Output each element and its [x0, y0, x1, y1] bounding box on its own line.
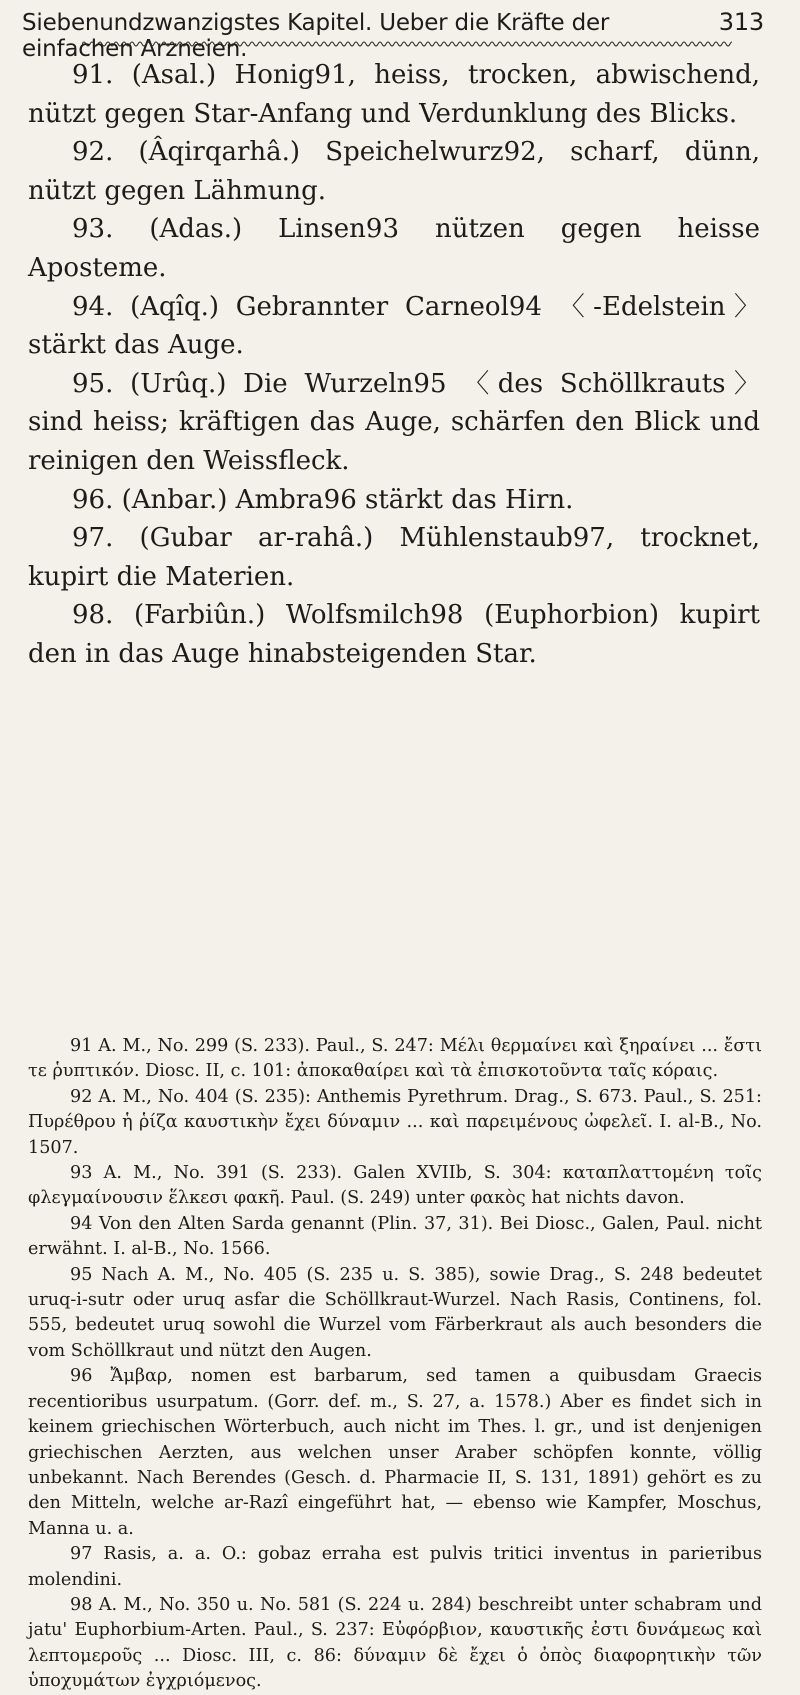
entry-93: 93. (Adas.) Linsen93 nützen gegen heisse Aposteme. — [28, 214, 760, 283]
wavy-rule — [82, 39, 732, 49]
chapter-title: Siebenundzwanzigstes Kapitel. Ueber die Kräfte der einfachen Arzneien. — [22, 10, 610, 62]
entry-98: 98. (Farbiûn.) Wolfsmilch98 (Euphorbion) kupirt den in das Auge hinabsteigenden Star. — [28, 600, 760, 669]
footnotes — [28, 1034, 762, 1695]
footnote-96: 96 Ἄμβαρ, nomen est barbarum, sed tamen a quibusdam Graecis recentioribus usurpatum. (Gorr. def. m., S. 27, a. 1578.) Aber es findet sich in keinem griechischen Wörterbuch, auch nicht im Thes. l. gr., und ist denjenigen griechischen Aerzten, aus welchen unser Araber schöpfen konnte, völlig unbekannt. Nach Berendes (Gesch. d. Pharmacie II, S. 131, 1891) gehört es zu den Mitteln, welche ar-Razî eingeführt hat, — ebenso wie Kampfer, Moschus, Manna u. a. — [28, 1366, 762, 1539]
entry-95: 95. (Urûq.) Die Wurzeln95 〈des Schöllkrauts〉 sind heiss; kräftigen das Auge, schärfen den Blick und reinigen den Weissfleck. — [28, 368, 760, 476]
footnote-95: 95 Nach A. M., No. 405 (S. 235 u. S. 385), sowie Drag., S. 248 bedeutet uruq-i-sutr oder uruq asfar die Schöllkraut-Wurzel. Nach Rasis, Continens, fol. 555, bedeutet uruq sowohl die Wurzel vom Färberkraut als auch besonders die vom Schöllkraut und nützt den Augen. — [28, 1264, 762, 1361]
footnote-97: 97 Rasis, a. a. O.: gobaz erraha est pulvis tritici inventus in pariетibus molendini. — [28, 1544, 762, 1590]
footnote-91: 91 A. M., No. 299 (S. 233). Paul., S. 247: Μέλι θερμαίνει καὶ ξηραίνει ... ἔστι τε ῥυπτικόν. Diosc. II, c. 101: ἀποκαθαίρει καὶ τὰ ἐπισκοτοῦντα ταῖς κόραις. — [28, 1036, 762, 1082]
running-header — [22, 8, 764, 62]
footnote-92: 92 A. M., No. 404 (S. 235): Anthemis Pyrethrum. Drag., S. 673. Paul., S. 251: Πυρέθρου ἡ ῥίζα καυστικὴν ἔχει δύναμιν ... καὶ παρειμένους ὠφελεῖ. I. al-B., No. 1507. — [28, 1086, 762, 1158]
entry-94: 94. (Aqîq.) Gebrannter Carneol94 〈-Edelstein〉 stärkt das Auge. — [28, 291, 760, 361]
footnote-94: 94 Von den Alten Sarda genannt (Plin. 37, 31). Bei Diosc., Galen, Paul. nicht erwähnt. I. al-B., No. 1566. — [28, 1213, 762, 1260]
entry-96: 96. (Anbar.) Ambra96 stärkt das Hirn. — [72, 484, 574, 515]
entry-97: 97. (Gubar ar-rahâ.) Mühlenstaub97, trocknet, kupirt die Materien. — [28, 523, 760, 592]
page-number: 313 — [718, 8, 764, 36]
footnote-93: 93 A. M., No. 391 (S. 233). Galen XVIIb, S. 304: καταπλαττομένη τοῖς φλεγμαίνουσιν ἕλκεσι φακῆ. Paul. (S. 249) unter φακὸς hat nichts davon. — [28, 1163, 762, 1209]
entry-91: 91. (Asal.) Honig91, heiss, trocken, abwischend, nützt gegen Star-Anfang und Verdunklung des Blicks. — [28, 60, 760, 129]
main-text — [28, 56, 760, 674]
footnote-98: 98 A. M., No. 350 u. No. 581 (S. 224 u. 284) beschreibt unter schabram und jatu' Euphorbium-Arten. Paul., S. 237: Εὐφόρβιον, καυστικῆς ἐστι δυνάμεως καὶ λεπτομεροῦς ... Diosc. III, c. 86: δύναμιν δὲ ἔχει ὁ ὀπὸς διαφορητικὴν τῶν ὑποχυμάτων ἐγχριόμενος. — [28, 1594, 762, 1692]
entry-92: 92. (Âqirqarhâ.) Speichelwurz92, scharf, dünn, nützt gegen Lähmung. — [28, 137, 760, 206]
